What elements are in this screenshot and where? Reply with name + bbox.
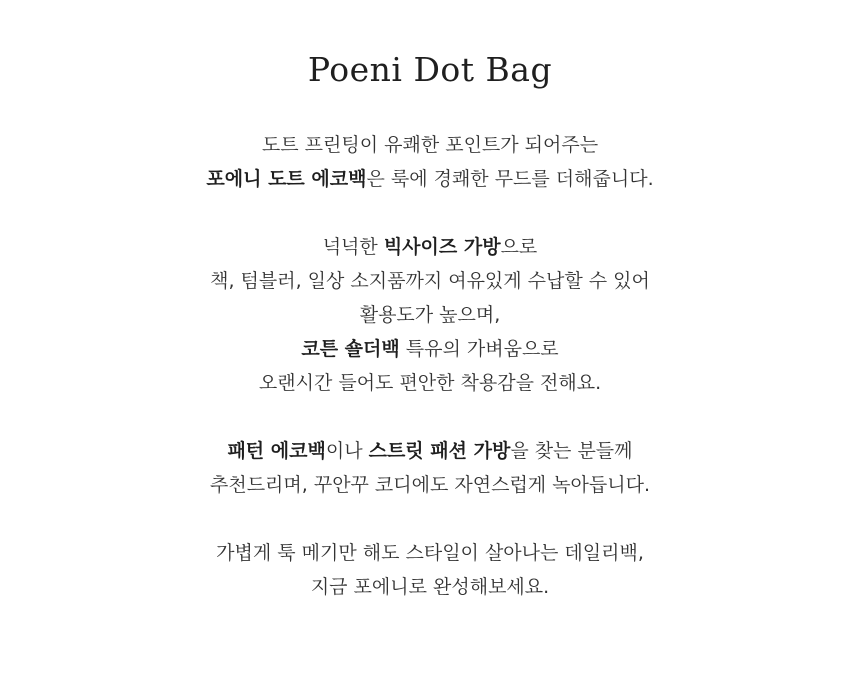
highlight-text: 패턴 에코백 xyxy=(227,440,326,462)
description-line xyxy=(0,230,860,264)
body-text: 도트 프린팅이 유쾌한 포인트가 되어주는 xyxy=(261,134,599,156)
description-line xyxy=(0,366,860,400)
description-paragraph xyxy=(0,434,860,502)
highlight-text: 스트릿 패션 가방 xyxy=(368,440,511,462)
description-body xyxy=(0,128,860,638)
body-text: 오랜시간 들어도 편안한 착용감을 전해요. xyxy=(258,372,602,394)
body-text: 가볍게 툭 메기만 해도 스타일이 살아나는 데일리백, xyxy=(216,542,644,564)
body-text: 특유의 가벼움으로 xyxy=(399,338,559,360)
body-text: 이나 xyxy=(325,440,369,462)
page-title: Poeni Dot Bag xyxy=(307,50,553,89)
body-text: 은 룩에 경쾌한 무드를 더해줍니다. xyxy=(366,168,654,190)
description-line xyxy=(0,162,860,196)
body-text: 책, 텀블러, 일상 소지품까지 여유있게 수납할 수 있어 xyxy=(210,270,650,292)
body-text: 을 찾는 분들께 xyxy=(510,440,633,462)
body-text: 지금 포에니로 완성해보세요. xyxy=(310,576,550,598)
description-paragraph xyxy=(0,230,860,400)
description-paragraph xyxy=(0,536,860,604)
body-text: 으로 xyxy=(500,236,538,258)
body-text: 넉넉한 xyxy=(322,236,384,258)
body-text: 활용도가 높으며, xyxy=(359,304,501,326)
body-text: 추천드리며, 꾸안꾸 코디에도 자연스럽게 녹아듭니다. xyxy=(209,474,651,496)
description-line xyxy=(0,434,860,468)
description-line xyxy=(0,570,860,604)
description-line xyxy=(0,128,860,162)
description-line xyxy=(0,332,860,366)
description-line xyxy=(0,468,860,502)
description-line xyxy=(0,264,860,298)
description-line xyxy=(0,298,860,332)
description-line xyxy=(0,536,860,570)
highlight-text: 빅사이즈 가방 xyxy=(383,236,501,258)
description-paragraph xyxy=(0,128,860,196)
highlight-text: 코튼 숄더백 xyxy=(301,338,400,360)
highlight-text: 포에니 도트 에코백 xyxy=(206,168,367,190)
